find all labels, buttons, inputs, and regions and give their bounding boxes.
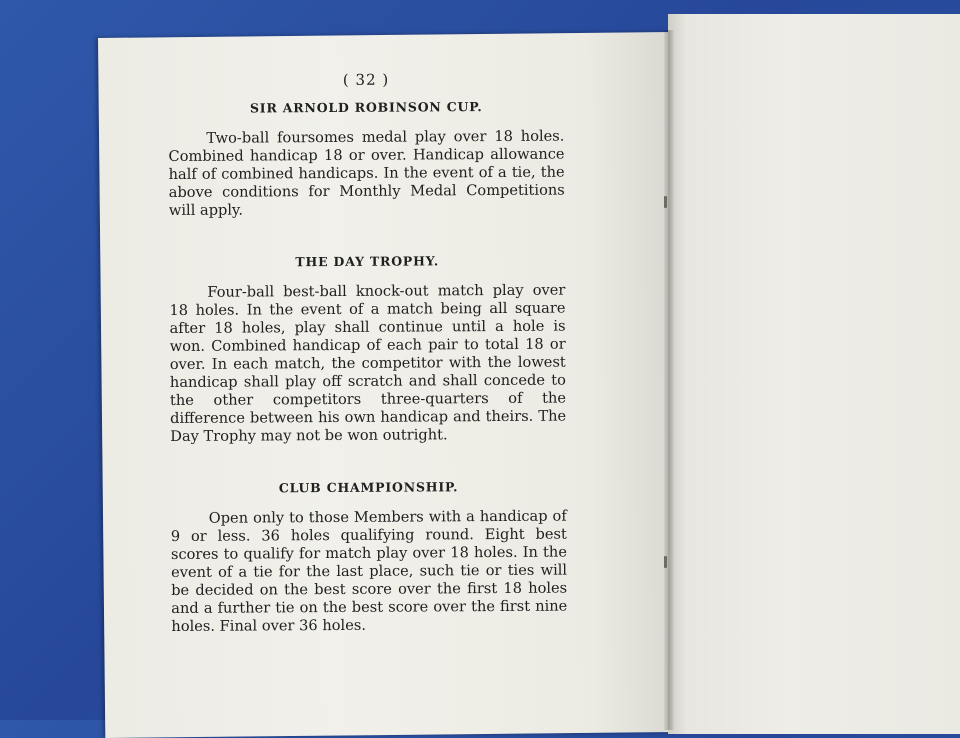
page-content bbox=[168, 70, 567, 636]
book-gutter bbox=[664, 30, 674, 730]
section-heading: SIR ARNOLD ROBINSON CUP. bbox=[249, 99, 483, 116]
staple bbox=[664, 556, 667, 568]
section-heading: THE DAY TROPHY. bbox=[295, 253, 440, 270]
section-body: Two-ball foursomes medal play over 18 holes. Combined handicap 18 or over. Handicap allowance half of combined handicaps. In the event of a tie, the above conditions for Monthly Medal Competitions will apply. bbox=[168, 127, 565, 219]
page-number: ( 32 ) bbox=[342, 70, 390, 89]
right-page bbox=[668, 14, 960, 734]
staple bbox=[664, 196, 667, 208]
section-heading: CLUB CHAMPIONSHIP. bbox=[278, 479, 459, 496]
section-body: Four-ball best-ball knock-out match play over 18 holes. In the event of a match being all square after 18 holes, play shall continue until a hole is won. Combined handicap of each pair to total 18 or over. In each match, the competitor with the lowest handicap shall play off scratch and shall concede to the other competitors three-quarters of the difference between his own handicap and theirs. The Day Trophy may not be won outright. bbox=[169, 281, 567, 445]
section-body: Open only to those Members with a handicap of 9 or less. 36 holes qualifying round. Eight best scores to qualify for match play over 18 holes. In the event of a tie for the last place, such tie or ties will be decided on the best score over the first 18 holes and a further tie on the best score over the first nine holes. Final over 36 holes. bbox=[170, 507, 568, 635]
